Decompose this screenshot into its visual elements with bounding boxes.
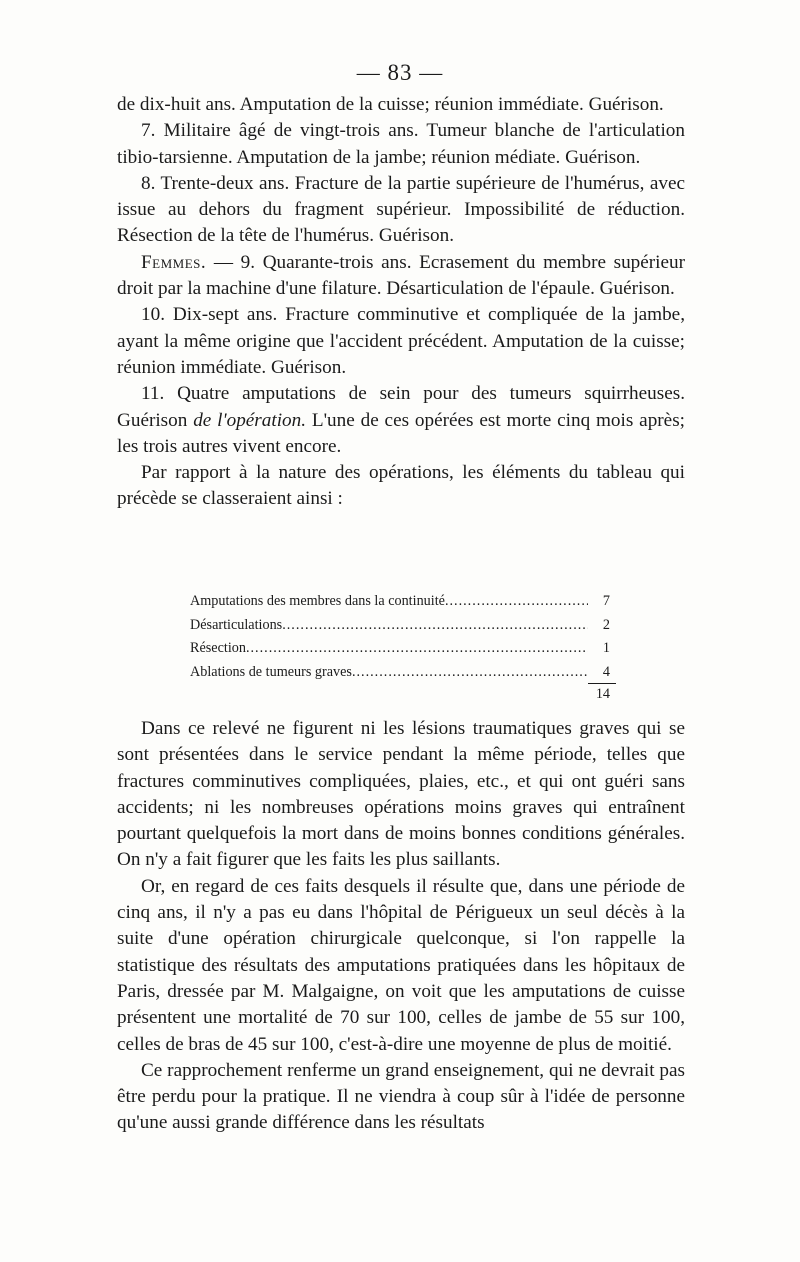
- section-heading-femmes: Femmes.: [141, 251, 207, 273]
- paragraph-releve: Dans ce relevé ne figurent ni les lésions traumatiques graves qui se sont présentées dans le service pendant la même période, telles que fractures comminutives compliquées, plaies, etc., et qui ont guéri sans accidents; ni les nombreuses opérations moins graves qui entraînent pourtant quelquefois la mort dans de moins bonnes conditions générales. On n'y a fait figurer que les faits les plus saillants.: [117, 718, 685, 871]
- table-row: [190, 637, 610, 661]
- case-11-text-after: L'une de ces opérées est morte cinq mois après; les trois autres vivent encore.: [117, 409, 685, 457]
- leader-dots: [352, 661, 588, 685]
- case-8: 8. Trente-deux ans. Fracture de la partie supérieure de l'humérus, avec issue au dehors du fragment supérieur. Impossibilité de réduction. Résection de la tête de l'humérus. Guérison.: [117, 172, 685, 247]
- body-text: [117, 716, 685, 1137]
- row-label: Désarticulations: [190, 616, 283, 633]
- table-row: [190, 590, 610, 614]
- case-list: [117, 92, 685, 513]
- paragraph-statistique: Or, en regard de ces faits desquels il résulte que, dans une période de cinq ans, il n'y a pas eu dans l'hôpital de Périgueux un seul décès à la suite d'une opération chirurgicale quelconque, si l'on rappelle la statistique des résultats des amputations pratiquées dans les hôpitaux de Paris, dressée par M. Malgaigne, on voit que les amputations de cuisse présentent une mortalité de 70 sur 100, celles de jambe de 55 sur 100, celles de bras de 45 sur 100, c'est-à-dire une moyenne de plus de moitié.: [117, 875, 685, 1055]
- page-number: — 83 —: [356, 60, 444, 85]
- case-7: 7. Militaire âgé de vingt-trois ans. Tumeur blanche de l'articulation tibio-tarsienne. Amputation de la jambe; réunion médiate. Guérison.: [117, 120, 685, 168]
- case-9-text: — 9. Quarante-trois ans. Ecrasement du membre supérieur droit par la machine d'une filature. Désarticulation de l'épaule. Guérison.: [117, 251, 685, 300]
- table-row: [190, 614, 610, 638]
- leader-dots: [282, 614, 588, 638]
- table-intro: Par rapport à la nature des opérations, les éléments du tableau qui précède se classeraient ainsi :: [117, 462, 685, 510]
- case-11: [117, 381, 685, 460]
- summary-table: [190, 590, 610, 684]
- row-value: 1: [602, 640, 610, 656]
- total-value: 14: [595, 686, 610, 702]
- leader-dots: [445, 590, 588, 614]
- case-11-italic: de l'opération.: [193, 409, 307, 431]
- paragraph-rapprochement: Ce rapprochement renferme un grand enseignement, qui ne devrait pas être perdu pour la pratique. Il ne viendra à coup sûr à l'idée de personne qu'une aussi grande différence dans les résultats: [117, 1059, 685, 1134]
- row-value: 4: [602, 663, 610, 680]
- case-9: [117, 250, 685, 303]
- intro-line: de dix-huit ans. Amputation de la cuisse; réunion immédiate. Guérison.: [117, 94, 664, 115]
- row-label: Amputations des membres dans la continuité: [190, 593, 445, 609]
- row-value: 7: [602, 593, 610, 609]
- leader-dots: [246, 637, 588, 661]
- row-label: Ablations de tumeurs graves: [190, 663, 352, 680]
- table-row: [190, 661, 610, 685]
- row-value: 2: [602, 616, 610, 633]
- row-label: Résection: [190, 640, 246, 656]
- case-11-text-before: 11. Quatre amputations de sein pour des tumeurs squirrheuses. Guérison: [117, 383, 685, 431]
- total-rule: [588, 683, 616, 684]
- case-10: 10. Dix-sept ans. Fracture comminutive et compliquée de la jambe, ayant la même origine que l'accident précédent. Amputation de la cuisse; réunion immédiate. Guérison.: [117, 304, 685, 378]
